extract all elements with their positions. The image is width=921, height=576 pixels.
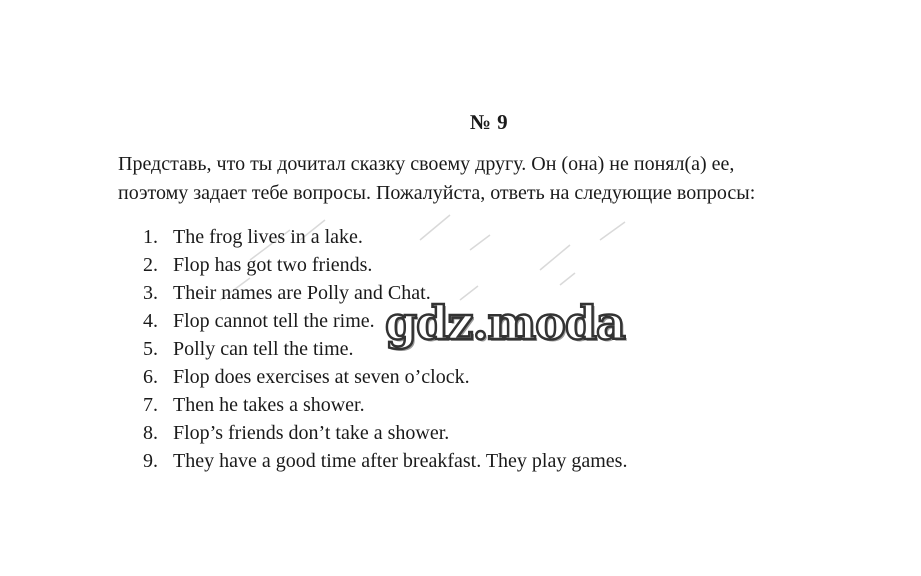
answer-number: 2. [143,254,158,276]
answer-number: 1. [143,226,158,248]
answer-number: 8. [143,422,158,444]
answer-number: 5. [143,338,158,360]
answer-text: They have a good time after breakfast. They play games. [173,450,628,472]
answer-item [143,363,627,391]
answer-item [143,447,627,475]
answer-number: 4. [143,310,158,332]
answer-text: Flop’s friends don’t take a shower. [173,422,450,444]
instruction-line: Представь, что ты дочитал сказку своему другу. Он (она) не понял(а) ее, [118,153,735,175]
task-instructions [118,150,818,208]
answer-number: 6. [143,366,158,388]
answer-number: 3. [143,282,158,304]
watermark-logo: gdz.moda [385,296,625,350]
answer-item [143,251,627,279]
instruction-line: поэтому задает тебе вопросы. Пожалуйста, ответь на следующие вопросы: [118,182,756,204]
answer-text: Flop does exercises at seven o’clock. [173,366,470,388]
task-number: № 9 [469,110,509,134]
answer-text: Their names are Polly and Chat. [173,282,431,304]
answer-text: Polly can tell the time. [173,338,354,360]
answer-text: Flop has got two friends. [173,254,373,276]
answer-text: Flop cannot tell the rime. [173,310,375,332]
answer-number: 7. [143,394,158,416]
answer-item [143,223,627,251]
answer-item [143,419,627,447]
answer-number: 9. [143,450,158,472]
answer-text: The frog lives in a lake. [173,226,363,248]
answer-item [143,391,627,419]
answer-text: Then he takes a shower. [173,394,365,416]
